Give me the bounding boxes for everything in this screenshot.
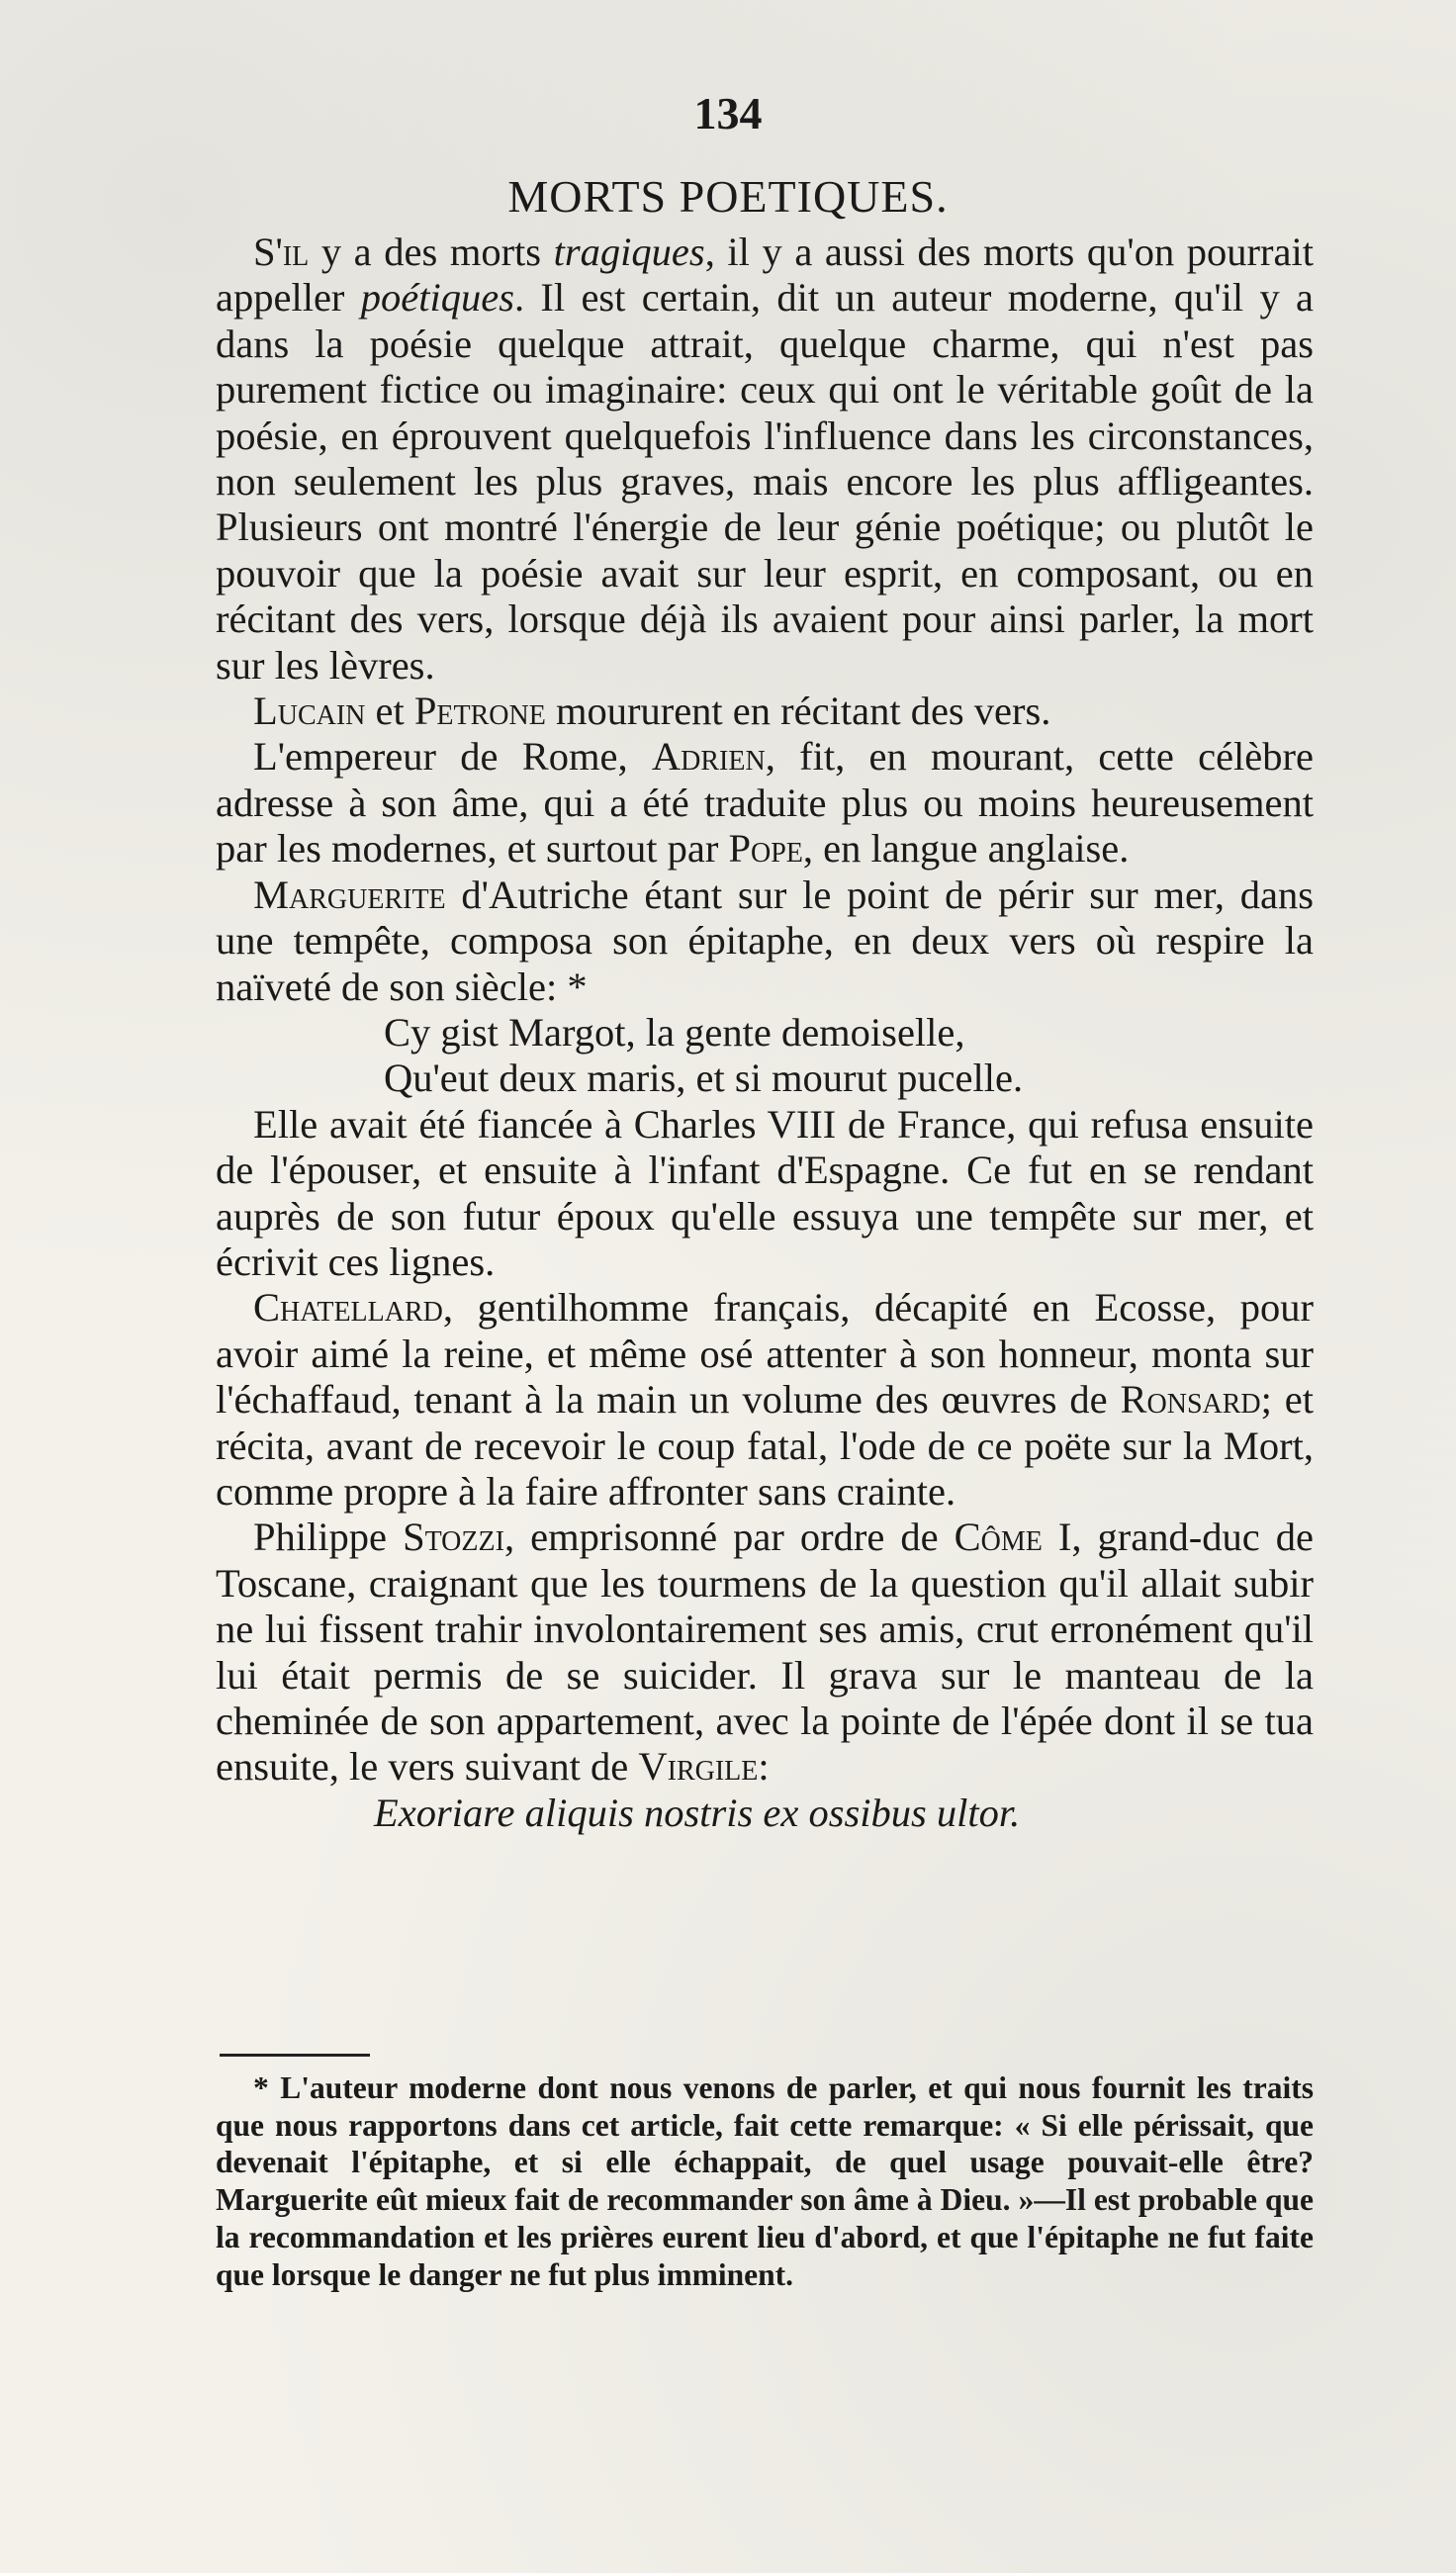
name-marguerite: Marguerite	[253, 872, 446, 917]
text-run: I, grand-duc de Toscane, craignant que les tourmens de la question qu'il allait subir ne lui fissent trahir involontairement ses amis, crut erronément qu'il lui était permis de se suicider. Il grava sur le manteau de la cheminée de son appartement, avec la pointe de l'épée dont il se tua ensuite, le vers suivant de	[216, 1515, 1315, 1790]
text-run: , gentilhomme français, décapité en Ecosse, pour avoir aimé la reine, et même osé attenter à son honneur, monta sur l'échaffaud, tenant à la main un volume des œuvres de	[216, 1285, 1314, 1423]
text-run: et	[365, 689, 414, 734]
text-run: , en langue anglaise.	[802, 826, 1130, 872]
paragraph-stozzi	[216, 1515, 1314, 1790]
paragraph-chatellard	[216, 1285, 1314, 1515]
text-run: moururent en récitant des vers.	[545, 689, 1051, 734]
verse-line-2: Qu'eut deux maris, et si mourut pucelle.	[384, 1056, 1024, 1101]
name-virgile: Virgile	[638, 1744, 759, 1790]
paragraph-lucain	[216, 689, 1314, 734]
text-run: , il y a aussi des morts qu'on pourrait appeller	[216, 230, 1314, 321]
article-body	[216, 230, 1314, 1836]
text-run: y a des morts	[309, 230, 554, 274]
paragraph-intro	[216, 230, 1314, 689]
name-adrien: Adrien	[651, 734, 766, 780]
page-title: MORTS POETIQUES.	[507, 171, 949, 222]
paragraph-fiancee	[216, 1102, 1314, 1286]
text-run: L'empereur de Rome,	[253, 734, 652, 780]
text-run: , fit, en mourant, cette célèbre adresse à son âme, qui a été traduite plus ou moins heureusement par les modernes, et surtout par	[216, 734, 1314, 872]
text-run: Philippe	[253, 1515, 404, 1560]
name-stozzi: Stozzi	[403, 1515, 504, 1560]
text-run: . Il est certain, dit un auteur moderne, qu'il y a dans la poésie quelque attrait, quelque charme, qui n'est pas purement fictice ou imaginaire: ceux qui ont le véritable goût de la poésie, en éprouvent quelquefois l'influence dans les circonstances, non seulement les plus graves, mais encore les plus affligeantes. Plusieurs ont montré l'énergie de leur génie poétique; ou plutôt le pouvoir que la poésie avait sur leur esprit, en composant, ou en récitant des vers, lorsque déjà ils avaient pour ainsi parler, la mort sur les lèvres.	[216, 275, 1314, 688]
name-come: Côme	[954, 1515, 1043, 1560]
footnote	[216, 2069, 1314, 2293]
name-pope: Pope	[728, 826, 803, 872]
text-run: , emprisonné par ordre de	[503, 1515, 955, 1560]
latin-verse: Exoriare aliquis nostris ex ossibus ultor.	[374, 1790, 1021, 1835]
text-run: ; et récita, avant de recevoir le coup fatal, l'ode de ce poëte sur la Mort, comme propre à la faire affronter sans crainte.	[216, 1377, 1314, 1514]
paragraph-adrien	[216, 734, 1314, 872]
name-chatellard: Chatellard	[253, 1285, 443, 1331]
text-run: :	[758, 1744, 770, 1790]
verse-line-1: Cy gist Margot, la gente demoiselle,	[384, 1009, 965, 1055]
name-petrone: Petrone	[413, 689, 546, 734]
lead-word: S'il	[253, 230, 310, 274]
name-lucain: Lucain	[253, 689, 366, 734]
footnote-text: * L'auteur moderne dont nous venons de parler, et qui nous fournit les traits que nous rapportons dans cet article, fait cette remarque: « Si elle périssait, que devenait l'épitaphe, et si elle échappait, de quel usage pouvait-elle être? Marguerite eût mieux fait de recommander son âme à Dieu. »—Il est probable que la recommandation et les prières eurent lieu d'abord, et que l'épitaphe ne fut faite que lorsque le danger ne fut plus imminent.	[216, 2070, 1314, 2292]
footnote-divider	[220, 2054, 370, 2057]
paragraph-marguerite	[216, 873, 1314, 1010]
name-ronsard: Ronsard	[1120, 1377, 1261, 1423]
italic-run: poétiques	[360, 275, 514, 321]
italic-run: tragiques	[553, 230, 705, 274]
text-run: d'Autriche étant sur le point de périr sur mer, dans une tempête, composa son épitaphe, en deux vers où respire la naïveté de son siècle: *	[216, 872, 1314, 1009]
text-run: Elle avait été fiancée à Charles VIII de France, qui refusa ensuite de l'épouser, et ensuite à l'infant d'Espagne. Ce fut en se rendant auprès de son futur époux qu'elle essuya une tempête sur mer, et écrivit ces lignes.	[216, 1101, 1314, 1284]
page-number: 134	[693, 88, 763, 138]
